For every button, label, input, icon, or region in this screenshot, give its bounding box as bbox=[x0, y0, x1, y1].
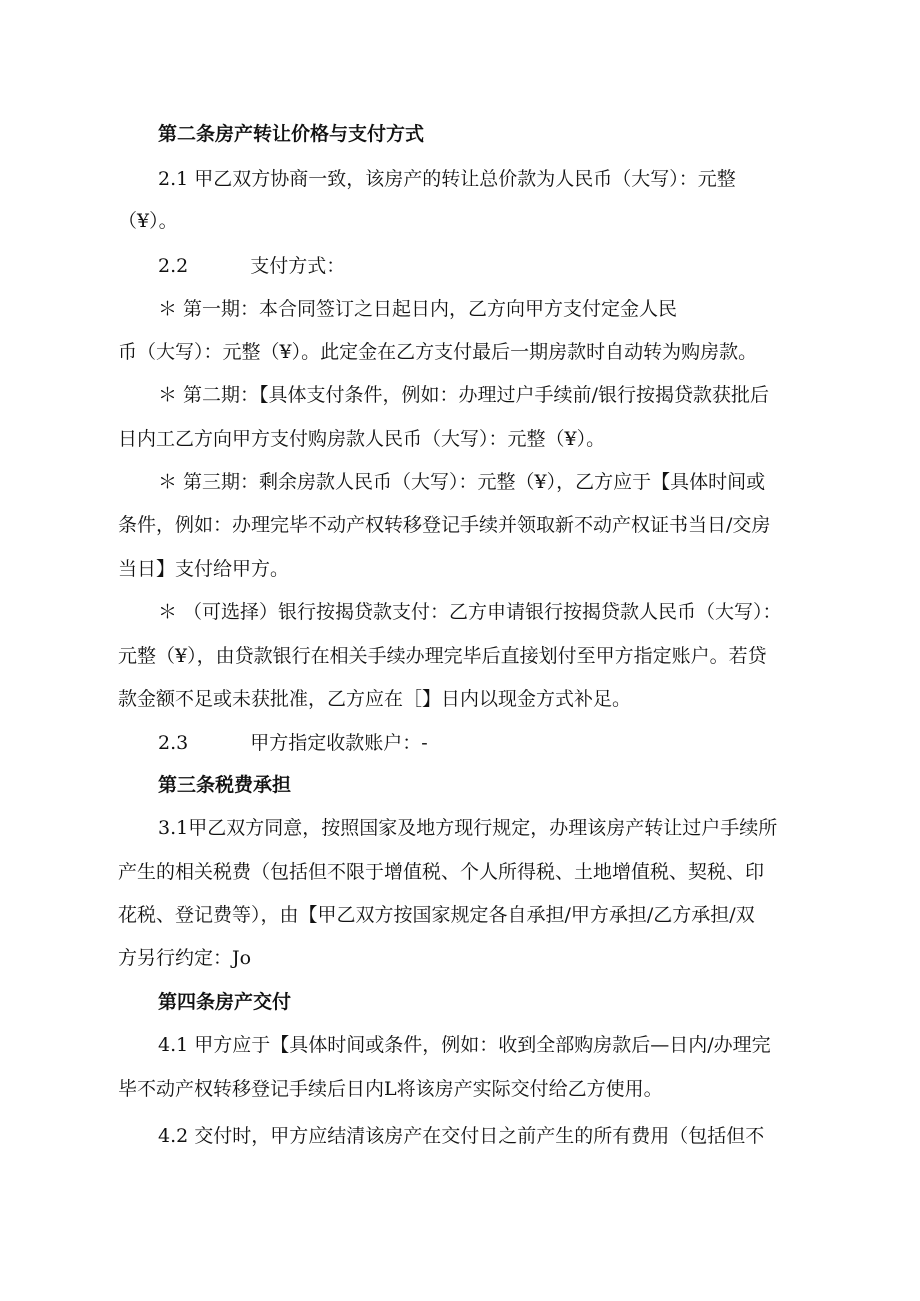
clause-4-1-line-1: 4.1 甲方应于【具体时间或条件，例如：收到全部购房款后—日内/办理完 bbox=[158, 1034, 771, 1056]
installment-1-line-2: 币（大写）：元整（¥）。此定金在乙方支付最后一期房款时自动转为购房款。 bbox=[118, 341, 758, 363]
clause-3-1-line-4: 方另行约定：Jo bbox=[118, 947, 252, 969]
clause-2-1-line-1: 2.1 甲乙双方协商一致，该房产的转让总价款为人民币（大写）：元整 bbox=[158, 168, 736, 190]
clause-2-2-number: 2.2 bbox=[158, 255, 189, 277]
installment-1-line-1: ＊ 第一期：本合同签订之日起日内，乙方向甲方支付定金人民 bbox=[158, 298, 678, 320]
clause-2-3-number: 2.3 bbox=[158, 732, 189, 754]
clause-2-2-label: 支付方式： bbox=[250, 255, 346, 277]
section-4-heading: 第四条房产交付 bbox=[158, 991, 292, 1013]
clause-3-1-line-3: 花税、登记费等），由【甲乙双方按国家规定各自承担/甲方承担/乙方承担/双 bbox=[118, 904, 755, 926]
clause-4-1-line-2: 毕不动产权转移登记手续后日内L将该房产实际交付给乙方使用。 bbox=[118, 1078, 663, 1100]
mortgage-line-3: 款金额不足或未获批准，乙方应在［】日内以现金方式补足。 bbox=[118, 688, 632, 710]
clause-3-1-line-1: 3.1甲乙双方同意，按照国家及地方现行规定，办理该房产转让过户手续所 bbox=[158, 817, 778, 839]
installment-2-line-1: ＊ 第二期：【具体支付条件，例如：办理过户手续前/银行按揭贷款获批后 bbox=[158, 384, 769, 406]
mortgage-line-1: ＊ （可选择）银行按揭贷款支付：乙方申请银行按揭贷款人民币（大写）： bbox=[158, 601, 782, 623]
clause-3-1-line-2: 产生的相关税费（包括但不限于增值税、个人所得税、土地增值税、契税、印 bbox=[118, 861, 765, 883]
installment-3-line-2: 条件，例如：办理完毕不动产权转移登记手续并领取新不动产权证书当日/交房 bbox=[118, 514, 771, 536]
section-2-heading: 第二条房产转让价格与支付方式 bbox=[158, 123, 425, 145]
installment-3-line-1: ＊ 第三期：剩余房款人民币（大写）：元整（¥），乙方应于【具体时间或 bbox=[158, 471, 766, 493]
clause-2-3-label: 甲方指定收款账户：- bbox=[250, 732, 428, 754]
mortgage-line-2: 元整（¥），由贷款银行在相关手续办理完毕后直接划付至甲方指定账户。若贷 bbox=[118, 645, 767, 667]
clause-4-2-line-1: 4.2 交付时，甲方应结清该房产在交付日之前产生的所有费用（包括但不 bbox=[158, 1125, 765, 1147]
clause-2-1-line-2: （¥）。 bbox=[118, 210, 178, 232]
section-3-heading: 第三条税费承担 bbox=[158, 774, 292, 796]
installment-3-line-3: 当日】支付给甲方。 bbox=[118, 558, 290, 580]
installment-2-line-2: 日内工乙方向甲方支付购房款人民币（大写）：元整（¥）。 bbox=[118, 428, 606, 450]
clause-2-3 bbox=[158, 730, 818, 756]
clause-2-2 bbox=[158, 253, 818, 279]
